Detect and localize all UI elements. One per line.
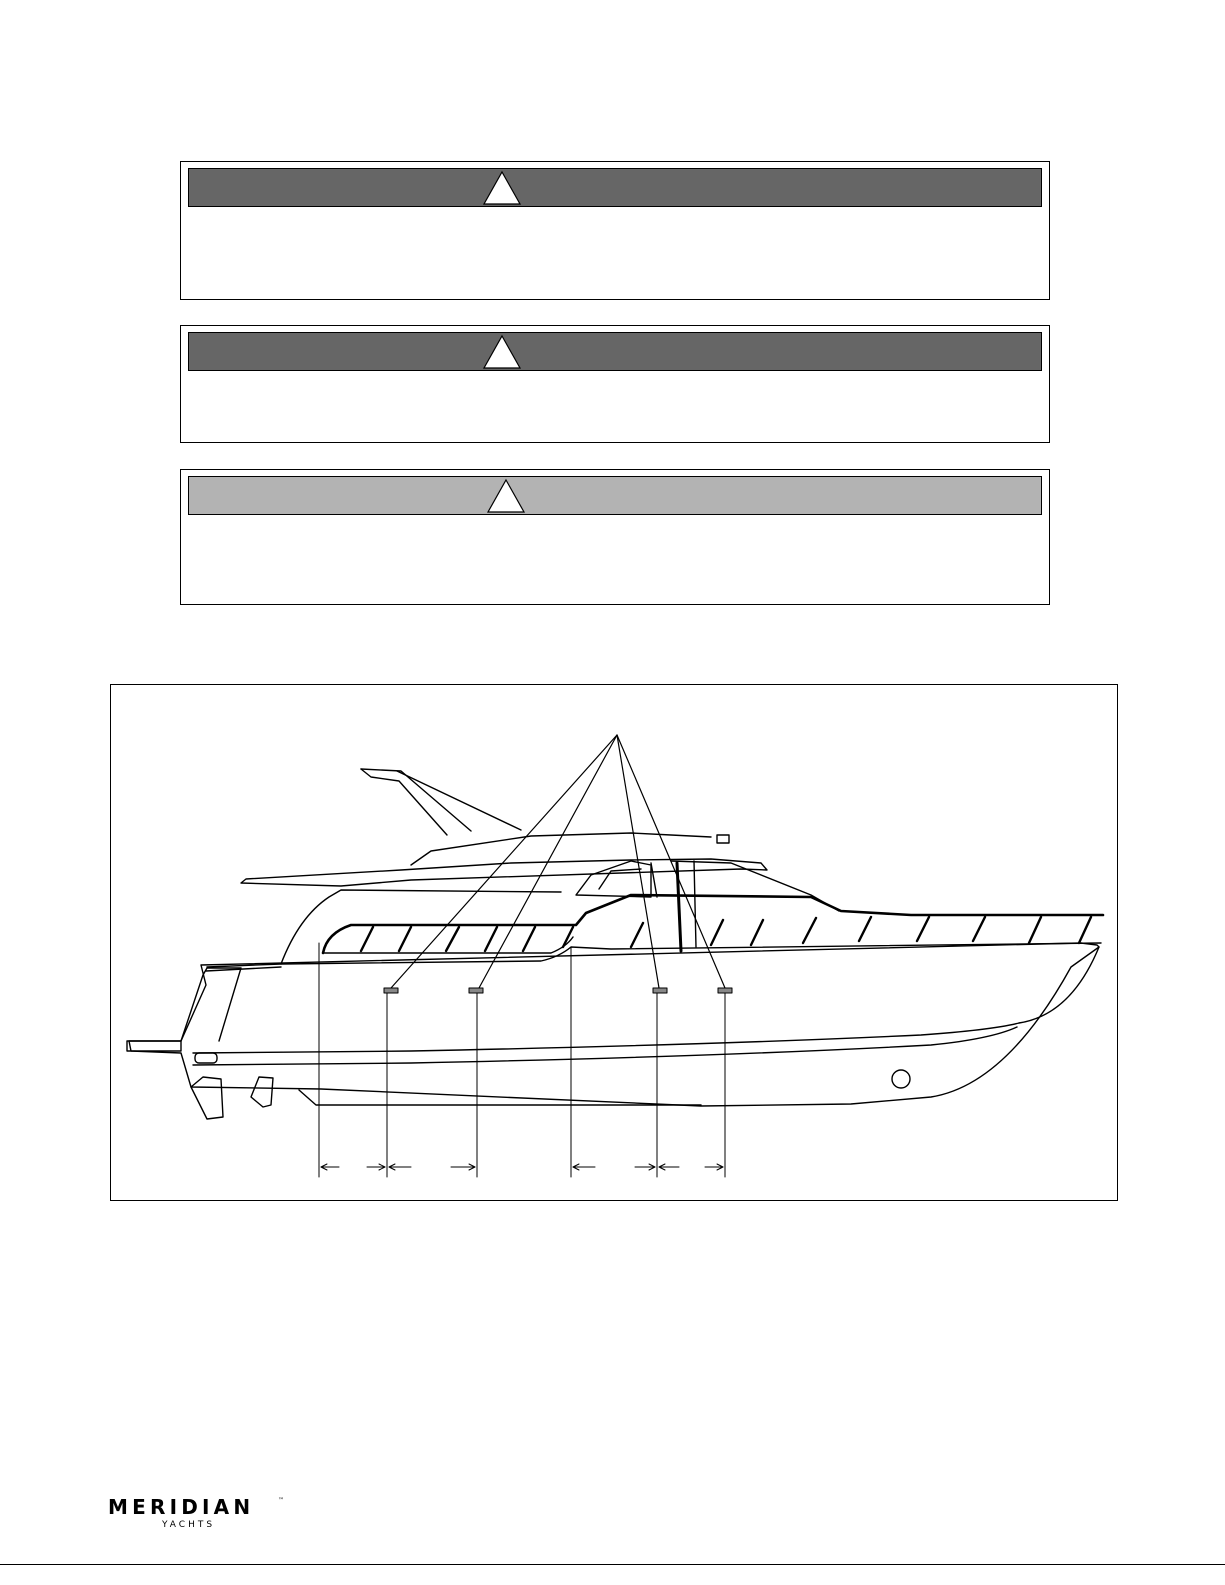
- flybridge-deck: [241, 859, 767, 886]
- notice-header-bar: [188, 168, 1042, 207]
- footer-divider: [0, 1564, 1225, 1565]
- brand-name: MERIDIAN: [108, 1496, 255, 1519]
- notice-header-bar: [188, 332, 1042, 371]
- notice-body: [193, 522, 1037, 596]
- trademark-mark: ™: [278, 1497, 284, 1504]
- notice-body: [193, 214, 1037, 291]
- warning-notice-2: [180, 325, 1050, 443]
- meridian-yachts-logo: [108, 1496, 288, 1530]
- propeller-strut: [251, 1077, 273, 1107]
- yacht-profile-figure: [110, 684, 1118, 1201]
- notice-header-bar: [188, 476, 1042, 515]
- warning-triangle-icon: [482, 334, 522, 369]
- hull-stripe-upper: [193, 1023, 1019, 1053]
- exhaust-port: [195, 1053, 217, 1063]
- swim-platform: [127, 1041, 181, 1051]
- porthole: [892, 1070, 910, 1088]
- warning-notice-1: [180, 161, 1050, 300]
- forward-windshield: [671, 861, 839, 911]
- fitting-markers: [384, 988, 732, 993]
- warning-triangle-icon: [482, 170, 522, 205]
- rudder: [191, 1077, 223, 1119]
- notice-body: [193, 378, 1037, 434]
- antenna-base: [717, 835, 729, 843]
- warning-triangle-icon: [486, 478, 526, 513]
- transom: [181, 968, 241, 1041]
- windshield: [576, 861, 651, 897]
- brand-subtitle: YACHTS: [162, 1520, 216, 1530]
- yacht-side-view-drawing: [111, 685, 1119, 1202]
- caution-notice-3: [180, 469, 1050, 605]
